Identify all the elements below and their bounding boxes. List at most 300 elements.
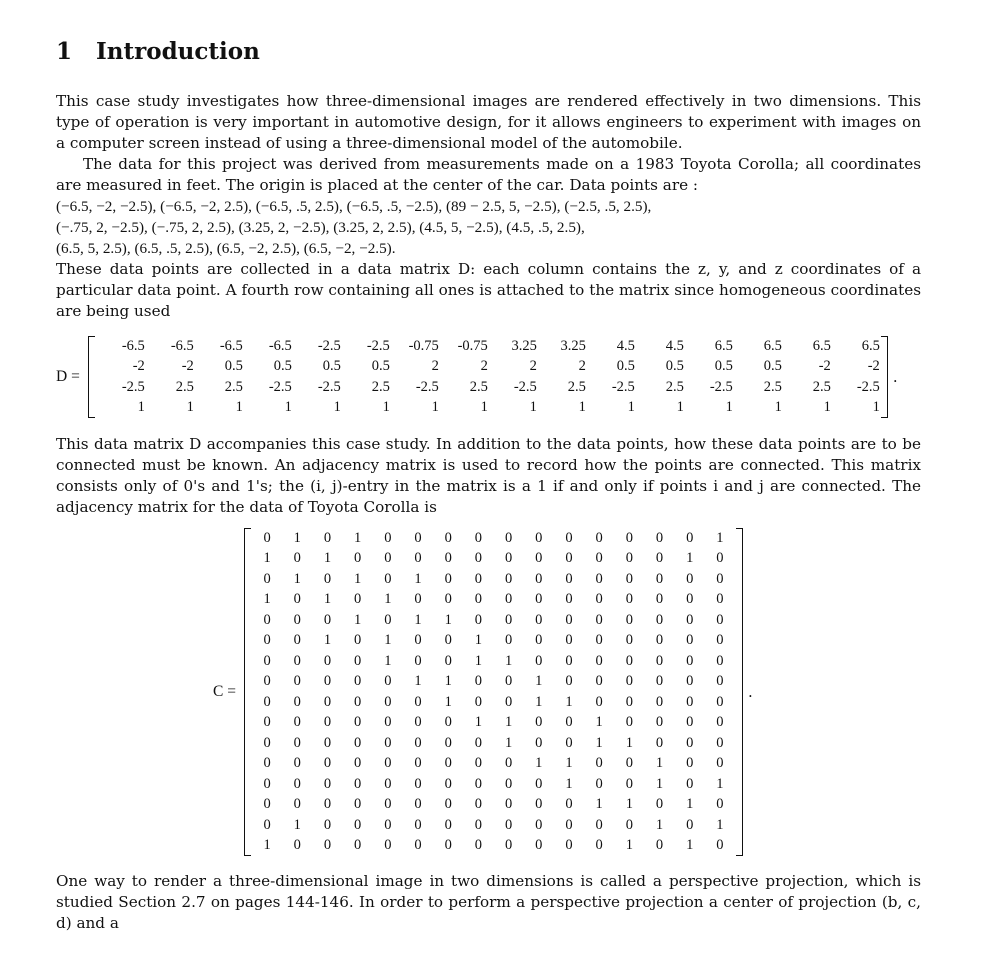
matrix_d-cell: -2.5: [611, 378, 635, 395]
matrix-c-label: C =: [213, 683, 236, 700]
matrix_d-cell: 1: [235, 399, 243, 416]
matrix_c-cell: 0: [414, 550, 422, 567]
matrix_c-cell: 0: [595, 652, 603, 669]
matrix_c-cell: 0: [565, 837, 573, 854]
matrix_d-cell: 1: [774, 399, 782, 416]
matrix_c-cell: 0: [414, 652, 422, 669]
matrix_c-cell: 1: [655, 816, 664, 833]
matrix_c-cell: 0: [595, 611, 603, 628]
matrix_c-cell: 0: [625, 755, 633, 772]
matrix_c-cell: 0: [384, 796, 392, 813]
matrix_c-cell: 0: [384, 714, 392, 731]
matrix_c-cell: 0: [263, 693, 271, 710]
matrix_c-cell: 0: [323, 755, 332, 772]
matrix_c-row: [252, 590, 735, 611]
data-points-line-2: (−.75, 2, −2.5), (−.75, 2, 2.5), (3.25, 2, −2.5), (3.25, 2, 2.5), (4.5, 5, −2.5), (4.5, .5, 2.5),: [56, 219, 585, 236]
matrix-d-brackets: [88, 336, 888, 418]
matrix_c-cell: 0: [263, 775, 271, 792]
matrix_c-cell: 1: [504, 652, 513, 669]
matrix_c-cell: 0: [384, 734, 392, 751]
matrix-d: [96, 336, 880, 418]
matrix_c-cell: 0: [354, 693, 362, 710]
matrix_d-cell: 1: [137, 399, 145, 416]
matrix_c-cell: 1: [323, 550, 332, 567]
matrix_c-cell: 0: [323, 673, 332, 690]
matrix_c-cell: 0: [354, 652, 362, 669]
matrix_c-cell: 1: [444, 673, 452, 690]
matrix_c-cell: 0: [293, 693, 301, 710]
matrix_c-cell: 0: [686, 693, 694, 710]
matrix_c-cell: 0: [716, 693, 724, 710]
paragraph-data-matrix: These data points are collected in a data matrix D: each column contains the z, y, and z coordinates of a particular data point. A fourth row containing all ones is attached to the matrix since homogeneous coordinates are being used: [56, 260, 921, 320]
matrix_c-cell: 1: [716, 816, 724, 833]
matrix_c-row: [252, 815, 735, 836]
matrix_c-cell: 0: [716, 673, 724, 690]
matrix_c-cell: 0: [686, 632, 694, 649]
matrix_c-row: [252, 610, 735, 631]
matrix_c-cell: 0: [444, 632, 452, 649]
matrix_c-cell: 1: [263, 550, 271, 567]
matrix_c-cell: 0: [444, 591, 452, 608]
matrix_c-cell: 1: [414, 673, 422, 690]
matrix_d-cell: 0.5: [371, 358, 390, 375]
matrix_c-cell: 0: [716, 591, 724, 608]
matrix_d-cell: -2.5: [709, 378, 733, 395]
matrix_c-cell: 1: [535, 755, 543, 772]
matrix_d-cell: 0.5: [322, 358, 341, 375]
matrix_c-cell: 0: [414, 816, 422, 833]
matrix_c-cell: 1: [323, 632, 332, 649]
matrix_c-cell: 0: [625, 816, 633, 833]
matrix_c-cell: 1: [565, 693, 573, 710]
matrix_d-cell: 2.5: [371, 378, 390, 395]
matrix_d-cell: 1: [725, 399, 733, 416]
matrix_c-cell: 0: [686, 734, 694, 751]
matrix_c-cell: 0: [655, 734, 664, 751]
matrix_c-cell: 0: [686, 755, 694, 772]
matrix_c-cell: 0: [625, 652, 633, 669]
matrix_c-cell: 0: [354, 550, 362, 567]
matrix_c-cell: 1: [716, 529, 724, 546]
matrix_c-cell: 1: [444, 693, 452, 710]
matrix_d-cell: 0.5: [224, 358, 243, 375]
matrix_c-cell: 0: [263, 755, 271, 772]
matrix_c-cell: 0: [535, 714, 543, 731]
matrix_c-cell: 0: [716, 714, 724, 731]
data-points-line-3: (6.5, 5, 2.5), (6.5, .5, 2.5), (6.5, −2, 2.5), (6.5, −2, −2.5).: [56, 240, 396, 257]
matrix_d-cell: 1: [676, 399, 684, 416]
matrix_c-cell: 1: [686, 837, 694, 854]
matrix_c-cell: 0: [263, 529, 271, 546]
matrix_c-cell: 0: [595, 755, 603, 772]
matrix_d-cell: -0.75: [457, 337, 488, 354]
matrix_c-cell: 0: [655, 611, 664, 628]
matrix_c-cell: 0: [474, 816, 482, 833]
matrix_c-cell: 0: [504, 550, 513, 567]
matrix_c-cell: 0: [595, 550, 603, 567]
matrix_c-cell: 0: [414, 714, 422, 731]
matrix_c-cell: 0: [716, 652, 724, 669]
matrix_c-cell: 0: [293, 714, 301, 731]
matrix_c-cell: 0: [444, 714, 452, 731]
matrix_d-cell: -2.5: [856, 378, 880, 395]
matrix_c-cell: 0: [686, 570, 694, 587]
matrix_c-row: [252, 795, 735, 816]
matrix_c-cell: 0: [655, 673, 664, 690]
matrix_c-cell: 0: [354, 734, 362, 751]
matrix_c-cell: 1: [414, 611, 422, 628]
matrix_c-cell: 0: [535, 652, 543, 669]
matrix_c-row: [252, 713, 735, 734]
matrix_c-cell: 1: [384, 652, 392, 669]
matrix_c-cell: 0: [263, 570, 271, 587]
matrix_d-cell: 0.5: [665, 358, 684, 375]
matrix_d-cell: 4.5: [616, 337, 635, 354]
matrix_c-cell: 0: [474, 611, 482, 628]
matrix_c-cell: 0: [565, 652, 573, 669]
matrix_c-cell: 0: [716, 734, 724, 751]
matrix_c-cell: 0: [625, 570, 633, 587]
matrix_c-cell: 0: [655, 652, 664, 669]
matrix_c-cell: 0: [595, 673, 603, 690]
matrix_c-cell: 0: [595, 837, 603, 854]
matrix_c-cell: 0: [625, 529, 633, 546]
matrix_d-cell: 2.5: [665, 378, 684, 395]
matrix_d-cell: 2: [480, 358, 488, 375]
matrix_c-cell: 0: [716, 570, 724, 587]
matrix_c-cell: 0: [323, 714, 332, 731]
matrix_c-cell: 0: [655, 529, 664, 546]
matrix_c-cell: 0: [504, 775, 513, 792]
matrix_d-cell: -2.5: [415, 378, 439, 395]
matrix_d-cell: 3.25: [560, 337, 586, 354]
matrix_c-cell: 0: [263, 632, 271, 649]
matrix_c-cell: 1: [474, 714, 482, 731]
matrix_c-cell: 1: [474, 652, 482, 669]
matrix_c-cell: 0: [384, 673, 392, 690]
matrix_c-cell: 0: [354, 755, 362, 772]
matrix_c-cell: 0: [686, 673, 694, 690]
matrix_c-cell: 0: [504, 816, 513, 833]
matrix_c-cell: 0: [323, 693, 332, 710]
matrix_c-cell: 0: [323, 529, 332, 546]
matrix_c-cell: 0: [716, 550, 724, 567]
matrix_c-cell: 0: [655, 570, 664, 587]
matrix_c-cell: 0: [474, 529, 482, 546]
matrix_c-row: [252, 836, 735, 857]
matrix_c-cell: 0: [535, 734, 543, 751]
matrix_c-cell: 0: [293, 632, 301, 649]
matrix_c-cell: 0: [414, 734, 422, 751]
matrix_c-cell: 0: [625, 591, 633, 608]
matrix_c-cell: 1: [384, 591, 392, 608]
matrix_c-cell: 0: [414, 837, 422, 854]
matrix_d-cell: -6.5: [170, 337, 194, 354]
matrix_c-cell: 0: [535, 611, 543, 628]
matrix_c-cell: 0: [655, 632, 664, 649]
matrix_c-cell: 1: [414, 570, 422, 587]
matrix_c-cell: 0: [625, 611, 633, 628]
data-points-line-1: (−6.5, −2, −2.5), (−6.5, −2, 2.5), (−6.5, .5, 2.5), (−6.5, .5, −2.5), (89 − 2.5, 5, −2.5), (−2.5, .5, 2.5),: [56, 198, 652, 215]
matrix_c-cell: 0: [655, 550, 664, 567]
matrix_c-cell: 0: [444, 652, 452, 669]
matrix_c-cell: 1: [565, 755, 573, 772]
matrix_c-cell: 1: [595, 796, 603, 813]
matrix_c-cell: 0: [474, 755, 482, 772]
matrix_c-cell: 0: [474, 734, 482, 751]
matrix_d-cell: -2: [181, 358, 194, 375]
matrix_c-cell: 0: [716, 837, 724, 854]
matrix_d-cell: 3.25: [511, 337, 537, 354]
matrix_c-cell: 1: [655, 755, 664, 772]
matrix_c-cell: 0: [716, 796, 724, 813]
matrix_c-cell: 0: [686, 611, 694, 628]
matrix_d-cell: 6.5: [714, 337, 733, 354]
matrix_c-cell: 0: [716, 632, 724, 649]
matrix_d-cell: 0.5: [616, 358, 635, 375]
matrix_c-cell: 0: [354, 796, 362, 813]
document-page: [56, 38, 921, 934]
matrix_c-cell: 1: [716, 775, 724, 792]
matrix_c-cell: 0: [384, 611, 392, 628]
matrix_c-cell: 0: [565, 796, 573, 813]
matrix-c-brackets: [244, 528, 743, 856]
matrix_c-cell: 1: [263, 837, 271, 854]
matrix_c-row: [252, 692, 735, 713]
matrix_c-cell: 0: [686, 591, 694, 608]
matrix_c-cell: 0: [384, 816, 392, 833]
section-title: Introduction: [96, 38, 260, 65]
matrix_c-cell: 0: [263, 611, 271, 628]
matrix_d-cell: -6.5: [268, 337, 292, 354]
matrix_c-cell: 0: [504, 611, 513, 628]
matrix_c-cell: 0: [625, 632, 633, 649]
matrix_c-cell: 1: [384, 632, 392, 649]
matrix_c-cell: 0: [595, 693, 603, 710]
matrix_c-cell: 0: [625, 775, 633, 792]
matrix_c-cell: 0: [354, 837, 362, 854]
matrix_c-cell: 0: [474, 570, 482, 587]
matrix_c-cell: 0: [293, 673, 301, 690]
matrix_c-cell: 0: [354, 714, 362, 731]
matrix_c-cell: 0: [323, 652, 332, 669]
matrix_c-cell: 0: [263, 734, 271, 751]
matrix_c-row: [252, 672, 735, 693]
matrix_d-cell: -0.75: [408, 337, 439, 354]
matrix_d-cell: 2: [431, 358, 439, 375]
matrix_d-cell: -6.5: [219, 337, 243, 354]
matrix_c-row: [252, 651, 735, 672]
matrix_d-cell: 2.5: [175, 378, 194, 395]
matrix_d-cell: -2: [867, 358, 880, 375]
matrix_c-cell: 0: [323, 570, 332, 587]
matrix_c-cell: 0: [504, 796, 513, 813]
matrix_c-cell: 1: [504, 714, 513, 731]
paragraph-intro: This case study investigates how three-dimensional images are rendered effectively in two dimensions. This type of operation is very important in automotive design, for it allows engineers to experiment with images on a computer screen instead of using a three-dimensional model of the automobile.: [56, 92, 921, 152]
matrix_c-cell: 0: [293, 591, 301, 608]
matrix_c-cell: 0: [293, 796, 301, 813]
matrix_c-cell: 0: [504, 755, 513, 772]
matrix_c-cell: 0: [293, 775, 301, 792]
matrix_c-cell: 0: [354, 775, 362, 792]
matrix_d-cell: -2.5: [317, 378, 341, 395]
matrix_d-cell: 0.5: [714, 358, 733, 375]
matrix_c-row: [252, 754, 735, 775]
matrix_c-cell: 0: [384, 693, 392, 710]
matrix_d-cell: 6.5: [763, 337, 782, 354]
matrix_c-cell: 0: [444, 796, 452, 813]
matrix_c-cell: 0: [293, 734, 301, 751]
section-number: 1: [56, 38, 73, 65]
matrix-c-equation: [213, 528, 921, 856]
matrix_c-cell: 0: [354, 816, 362, 833]
matrix_c-cell: 1: [625, 796, 633, 813]
matrix_c-cell: 0: [655, 796, 664, 813]
matrix_c-cell: 0: [565, 816, 573, 833]
matrix_d-cell: -2: [818, 358, 831, 375]
matrix_c-cell: 0: [535, 529, 543, 546]
matrix_c-cell: 1: [474, 632, 482, 649]
matrix_c-cell: 0: [535, 837, 543, 854]
matrix_c-cell: 0: [293, 755, 301, 772]
matrix_c-cell: 0: [565, 714, 573, 731]
matrix_d-cell: 2.5: [763, 378, 782, 395]
matrix_d-cell: 6.5: [861, 337, 880, 354]
matrix_c-cell: 0: [565, 673, 573, 690]
matrix_d-cell: 1: [186, 399, 194, 416]
matrix_c-cell: 0: [444, 529, 452, 546]
matrix_d-cell: 1: [284, 399, 292, 416]
matrix_c-cell: 0: [565, 550, 573, 567]
matrix_c-cell: 1: [686, 550, 694, 567]
matrix_c-cell: 0: [565, 734, 573, 751]
section-heading: [56, 38, 921, 65]
matrix_c-cell: 0: [323, 837, 332, 854]
matrix_c-cell: 0: [686, 652, 694, 669]
paragraph-perspective: One way to render a three-dimensional image in two dimensions is called a perspective projection, which is studied Section 2.7 on pages 144-146. In order to perform a perspective projection a center of projection (b, c, d) and a: [56, 872, 921, 932]
matrix_d-cell: 6.5: [812, 337, 831, 354]
matrix_c-cell: 0: [655, 837, 664, 854]
matrix_c-cell: 0: [474, 550, 482, 567]
matrix_d-cell: 2.5: [567, 378, 586, 395]
matrix_c-cell: 0: [655, 714, 664, 731]
matrix_c-cell: 1: [535, 673, 543, 690]
matrix_c-cell: 0: [565, 611, 573, 628]
matrix_c-cell: 1: [595, 714, 603, 731]
matrix_c-cell: 0: [444, 837, 452, 854]
matrix_c-cell: 0: [384, 529, 392, 546]
matrix_c-cell: 0: [474, 775, 482, 792]
matrix_d-cell: 1: [823, 399, 831, 416]
matrix_d-cell: 1: [529, 399, 537, 416]
matrix_d-cell: -2.5: [317, 337, 341, 354]
matrix_c-cell: 0: [625, 550, 633, 567]
matrix_d-cell: 0.5: [273, 358, 292, 375]
matrix_d-cell: -6.5: [121, 337, 145, 354]
matrix_c-cell: 0: [595, 632, 603, 649]
matrix-d-period: .: [892, 368, 898, 386]
matrix_c-row: [252, 569, 735, 590]
matrix_c-cell: 0: [474, 673, 482, 690]
matrix-d-equation: [56, 336, 921, 418]
matrix_c-cell: 0: [686, 775, 694, 792]
matrix_c-cell: 0: [384, 550, 392, 567]
matrix_d-row: [96, 336, 880, 357]
matrix_c-cell: 0: [535, 550, 543, 567]
matrix_d-cell: 1: [627, 399, 635, 416]
matrix_c-cell: 0: [504, 693, 513, 710]
matrix_c-cell: 0: [414, 591, 422, 608]
matrix_c-cell: 0: [293, 611, 301, 628]
matrix_c-cell: 0: [444, 775, 452, 792]
matrix_c-cell: 0: [444, 816, 452, 833]
matrix_c-cell: 0: [414, 632, 422, 649]
matrix_d-cell: 2.5: [812, 378, 831, 395]
matrix-c-period: .: [747, 683, 753, 701]
matrix_c-cell: 0: [535, 591, 543, 608]
matrix_c-cell: 0: [263, 796, 271, 813]
matrix_c-cell: 0: [535, 796, 543, 813]
matrix_c-row: [252, 528, 735, 549]
matrix_c-cell: 0: [474, 796, 482, 813]
matrix_c-cell: 0: [686, 529, 694, 546]
matrix_c-cell: 0: [474, 837, 482, 854]
matrix_c-cell: 0: [504, 570, 513, 587]
matrix_c-cell: 0: [444, 734, 452, 751]
matrix_c-cell: 0: [263, 816, 271, 833]
matrix_d-cell: 2.5: [469, 378, 488, 395]
matrix_c-cell: 0: [474, 693, 482, 710]
matrix_d-cell: 4.5: [665, 337, 684, 354]
matrix_d-cell: -2.5: [366, 337, 390, 354]
matrix_c-cell: 1: [293, 816, 301, 833]
matrix_c-cell: 0: [655, 693, 664, 710]
matrix_d-row: [96, 377, 880, 398]
matrix_c-cell: 0: [686, 816, 694, 833]
matrix_c-cell: 0: [474, 591, 482, 608]
matrix_d-cell: 2.5: [224, 378, 243, 395]
matrix_c-cell: 0: [625, 673, 633, 690]
matrix_c-cell: 1: [625, 734, 633, 751]
matrix_c-cell: 0: [323, 734, 332, 751]
matrix_d-cell: 1: [382, 399, 390, 416]
matrix_d-cell: 1: [480, 399, 488, 416]
matrix_c-cell: 0: [504, 591, 513, 608]
matrix_c-cell: 0: [595, 529, 603, 546]
matrix_c-cell: 0: [595, 570, 603, 587]
matrix_d-cell: 1: [578, 399, 586, 416]
matrix_c-cell: 0: [504, 632, 513, 649]
matrix_c-row: [252, 631, 735, 652]
matrix_c-cell: 1: [293, 570, 301, 587]
matrix-d-label: D =: [56, 368, 80, 385]
matrix_c-cell: 0: [625, 714, 633, 731]
matrix_d-cell: 1: [333, 399, 341, 416]
matrix_c-cell: 0: [263, 673, 271, 690]
matrix_c-cell: 0: [263, 652, 271, 669]
matrix_d-cell: -2.5: [121, 378, 145, 395]
matrix_c-cell: 0: [323, 796, 332, 813]
matrix_c-cell: 0: [565, 529, 573, 546]
matrix_c-cell: 0: [414, 755, 422, 772]
matrix_d-cell: 0.5: [763, 358, 782, 375]
matrix_c-cell: 0: [293, 837, 301, 854]
matrix_c-cell: 1: [655, 775, 664, 792]
matrix_c-cell: 1: [293, 529, 301, 546]
matrix_c-cell: 0: [716, 755, 724, 772]
matrix_c-cell: 1: [595, 734, 603, 751]
matrix_c-cell: 0: [444, 570, 452, 587]
